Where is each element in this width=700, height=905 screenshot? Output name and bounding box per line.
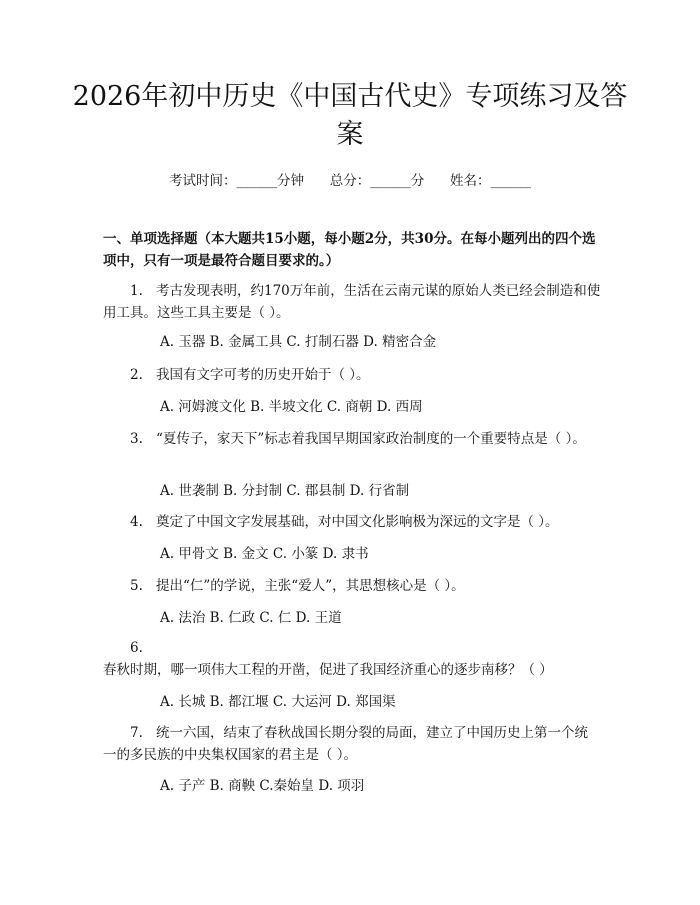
question-1 (103, 280, 601, 324)
question-3-options: A. 世袭制 B. 分封制 C. 郡县制 D. 行省制 (160, 483, 410, 499)
question-text: 提出“仁”的学说，主张“爱人”，其思想核心是（ ）。 (156, 578, 465, 594)
question-7 (103, 722, 601, 766)
question-5-options: A. 法治 B. 仁政 C. 仁 D. 王道 (160, 610, 342, 626)
question-text: 考古发现表明，约170万年前，生活在云南元谋的原始人类已经会制造和使用工具。这些工具主要是（ ）。 (103, 283, 601, 321)
question-2 (103, 364, 601, 386)
question-4-options: A. 甲骨文 B. 金文 C. 小篆 D. 隶书 (160, 546, 369, 562)
question-text: 统一六国，结束了春秋战国长期分裂的局面，建立了中国历史上第一个统一的多民族的中央集权国家的君主是（ ）。 (103, 725, 588, 763)
question-text: 春秋时期，哪一项伟大工程的开凿，促进了我国经济重心的逐步南移？（ ） (103, 662, 553, 678)
question-number: 3. (130, 431, 143, 447)
document-title: 2026年初中历史《中国古代史》专项练习及答案 (72, 81, 628, 150)
exam-info: 考试时间：______分钟 总分：______分 姓名：______ (169, 173, 531, 189)
question-5 (103, 575, 601, 597)
question-4 (103, 511, 601, 533)
question-7-options: A. 子产 B. 商鞅 C.秦始皇 D. 项羽 (160, 778, 365, 794)
question-number: 7. (130, 725, 143, 741)
question-2-options: A. 河姆渡文化 B. 半坡文化 C. 商朝 D. 西周 (160, 399, 423, 415)
question-number: 4. (130, 514, 143, 530)
question-text: “夏传子，家天下”标志着我国早期国家政治制度的一个重要特点是（ ）。 (156, 431, 586, 447)
question-1-options: A. 玉器 B. 金属工具 C. 打制石器 D. 精密合金 (160, 334, 437, 350)
question-text: 奠定了中国文字发展基础，对中国文化影响极为深远的文字是（ ）。 (156, 514, 559, 530)
question-number: 5. (130, 578, 143, 594)
question-3 (103, 428, 601, 450)
question-number: 2. (130, 367, 143, 383)
question-6 (103, 637, 601, 681)
question-number: 6. (130, 640, 143, 656)
section-heading: 一、单项选择题（本大题共15小题，每小题2分，共30分。在每小题列出的四个选项中，只有一项是最符合题目要求的。） (103, 231, 596, 269)
question-number: 1. (130, 283, 143, 299)
question-text: 我国有文字可考的历史开始于（ ）。 (156, 367, 370, 383)
question-6-options: A. 长城 B. 都江堰 C. 大运河 D. 郑国渠 (160, 694, 396, 710)
